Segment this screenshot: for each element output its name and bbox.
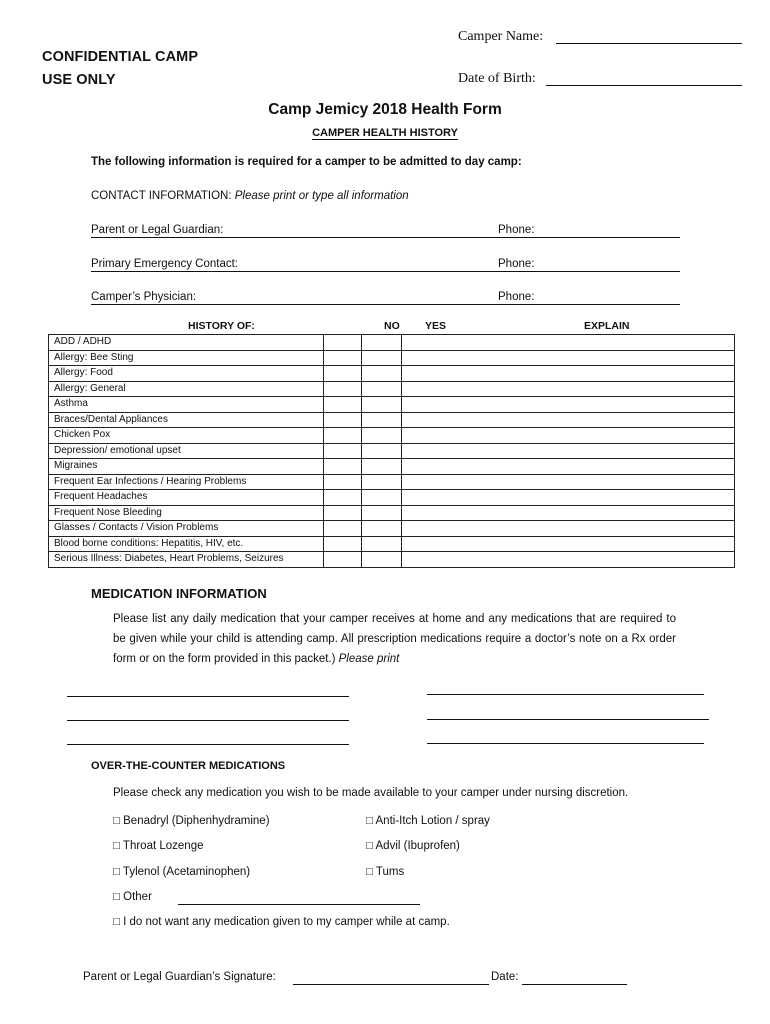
- no-cell[interactable]: [324, 490, 362, 506]
- signature-label: Parent or Legal Guardian’s Signature:: [83, 971, 276, 983]
- no-cell[interactable]: [324, 552, 362, 568]
- medication-line-6[interactable]: [427, 743, 704, 744]
- explain-cell[interactable]: [402, 474, 735, 490]
- health-history-table: [48, 334, 735, 568]
- option-benadryl[interactable]: □ Benadryl (Diphenhydramine): [113, 815, 270, 827]
- table-row: [49, 459, 735, 475]
- option-throat-lozenge[interactable]: □ Throat Lozenge: [113, 840, 204, 852]
- condition-label: ADD / ADHD: [49, 335, 324, 351]
- yes-cell[interactable]: [362, 350, 402, 366]
- emergency-contact-field[interactable]: [91, 271, 498, 272]
- physician-label: Camper’s Physician:: [91, 291, 197, 303]
- medication-line-3[interactable]: [67, 744, 349, 745]
- emergency-phone-field[interactable]: [498, 271, 680, 272]
- condition-label: Chicken Pox: [49, 428, 324, 444]
- guardian-phone-label: Phone:: [498, 224, 535, 236]
- explain-cell[interactable]: [402, 381, 735, 397]
- condition-label: Allergy: General: [49, 381, 324, 397]
- no-cell[interactable]: [324, 381, 362, 397]
- table-row: [49, 443, 735, 459]
- option-no-medication[interactable]: □ I do not want any medication given to my camper while at camp.: [113, 916, 450, 928]
- dob-label: Date of Birth:: [458, 71, 536, 86]
- option-anti-itch[interactable]: □ Anti-Itch Lotion / spray: [366, 815, 490, 827]
- condition-label: Migraines: [49, 459, 324, 475]
- option-other[interactable]: □ Other: [113, 891, 152, 903]
- option-tums[interactable]: □ Tums: [366, 866, 405, 878]
- explain-cell[interactable]: [402, 428, 735, 444]
- condition-label: Frequent Headaches: [49, 490, 324, 506]
- no-cell[interactable]: [324, 335, 362, 351]
- dob-field[interactable]: [546, 85, 742, 86]
- yes-cell[interactable]: [362, 490, 402, 506]
- explain-cell[interactable]: [402, 335, 735, 351]
- yes-header: YES: [425, 320, 447, 332]
- condition-label: Allergy: Food: [49, 366, 324, 382]
- physician-phone-field[interactable]: [498, 304, 680, 305]
- physician-phone-label: Phone:: [498, 291, 535, 303]
- condition-label: Braces/Dental Appliances: [49, 412, 324, 428]
- confidential-label: CONFIDENTIAL CAMP: [42, 49, 199, 65]
- other-medication-field[interactable]: [178, 904, 420, 905]
- yes-cell[interactable]: [362, 335, 402, 351]
- camper-name-field[interactable]: [556, 43, 742, 44]
- condition-label: Serious Illness: Diabetes, Heart Problems, Seizures: [49, 552, 324, 568]
- yes-cell[interactable]: [362, 428, 402, 444]
- condition-label: Depression/ emotional upset: [49, 443, 324, 459]
- option-tylenol[interactable]: □ Tylenol (Acetaminophen): [113, 866, 251, 878]
- explain-cell[interactable]: [402, 536, 735, 552]
- no-cell[interactable]: [324, 521, 362, 537]
- no-cell[interactable]: [324, 474, 362, 490]
- medication-line-4[interactable]: [427, 694, 704, 695]
- condition-label: Asthma: [49, 397, 324, 413]
- no-cell[interactable]: [324, 505, 362, 521]
- table-row: [49, 412, 735, 428]
- explain-cell[interactable]: [402, 552, 735, 568]
- yes-cell[interactable]: [362, 536, 402, 552]
- table-row: [49, 366, 735, 382]
- explain-cell[interactable]: [402, 350, 735, 366]
- yes-cell[interactable]: [362, 459, 402, 475]
- no-cell[interactable]: [324, 443, 362, 459]
- yes-cell[interactable]: [362, 505, 402, 521]
- contact-label: CONTACT INFORMATION:: [91, 190, 232, 202]
- explain-header: EXPLAIN: [584, 320, 630, 332]
- table-row: [49, 397, 735, 413]
- no-header: NO: [384, 320, 400, 332]
- medication-line-1[interactable]: [67, 696, 349, 697]
- intro-text: The following information is required for a camper to be admitted to day camp:: [91, 156, 522, 168]
- guardian-phone-field[interactable]: [498, 237, 680, 238]
- condition-label: Frequent Ear Infections / Hearing Problems: [49, 474, 324, 490]
- yes-cell[interactable]: [362, 552, 402, 568]
- yes-cell[interactable]: [362, 443, 402, 459]
- table-row: [49, 381, 735, 397]
- medication-line-5[interactable]: [427, 719, 709, 720]
- contact-info-heading: [91, 190, 409, 202]
- guardian-field[interactable]: [91, 237, 498, 238]
- table-row: [49, 536, 735, 552]
- use-only-label: USE ONLY: [42, 72, 116, 88]
- explain-cell[interactable]: [402, 490, 735, 506]
- signature-field[interactable]: [293, 984, 489, 985]
- yes-cell[interactable]: [362, 521, 402, 537]
- otc-heading: OVER-THE-COUNTER MEDICATIONS: [91, 760, 286, 772]
- form-subtitle: [0, 127, 770, 139]
- explain-cell[interactable]: [402, 412, 735, 428]
- physician-field[interactable]: [91, 304, 498, 305]
- no-cell[interactable]: [324, 412, 362, 428]
- no-cell[interactable]: [324, 397, 362, 413]
- subtitle-text: CAMPER HEALTH HISTORY: [312, 127, 458, 139]
- camper-name-label: Camper Name:: [458, 29, 544, 44]
- explain-cell[interactable]: [402, 366, 735, 382]
- yes-cell[interactable]: [362, 474, 402, 490]
- date-label: Date:: [491, 971, 519, 983]
- option-advil[interactable]: □ Advil (Ibuprofen): [366, 840, 460, 852]
- table-row: [49, 490, 735, 506]
- explain-cell[interactable]: [402, 443, 735, 459]
- table-row: [49, 505, 735, 521]
- no-cell[interactable]: [324, 350, 362, 366]
- medication-text: Please list any daily medication that your camper receives at home and any medications that are required to be given while your child is attending camp. All prescription medications require a doctor’s note on a Rx order form or on the form provided in this packet.): [113, 613, 676, 665]
- no-cell[interactable]: [324, 428, 362, 444]
- no-cell[interactable]: [324, 366, 362, 382]
- medication-line-2[interactable]: [67, 720, 349, 721]
- condition-label: Allergy: Bee Sting: [49, 350, 324, 366]
- emergency-phone-label: Phone:: [498, 258, 535, 270]
- explain-cell[interactable]: [402, 459, 735, 475]
- no-cell[interactable]: [324, 536, 362, 552]
- form-title: Camp Jemicy 2018 Health Form: [268, 101, 502, 118]
- please-print-note: Please print: [338, 653, 400, 665]
- table-row: [49, 350, 735, 366]
- no-cell[interactable]: [324, 459, 362, 475]
- yes-cell[interactable]: [362, 412, 402, 428]
- otc-intro: Please check any medication you wish to be made available to your camper under nursing discretion.: [113, 787, 629, 799]
- date-field[interactable]: [522, 984, 627, 985]
- explain-cell[interactable]: [402, 521, 735, 537]
- medication-paragraph: [113, 609, 676, 669]
- yes-cell[interactable]: [362, 366, 402, 382]
- emergency-contact-label: Primary Emergency Contact:: [91, 258, 238, 270]
- condition-label: Blood borne conditions: Hepatitis, HIV, etc.: [49, 536, 324, 552]
- table-row: [49, 474, 735, 490]
- table-row: [49, 552, 735, 568]
- table-row: [49, 335, 735, 351]
- table-row: [49, 521, 735, 537]
- yes-cell[interactable]: [362, 397, 402, 413]
- table-row: [49, 428, 735, 444]
- guardian-label: Parent or Legal Guardian:: [91, 224, 224, 236]
- condition-label: Frequent Nose Bleeding: [49, 505, 324, 521]
- medication-heading: MEDICATION INFORMATION: [91, 586, 267, 601]
- explain-cell[interactable]: [402, 505, 735, 521]
- history-header: HISTORY OF:: [188, 320, 255, 332]
- yes-cell[interactable]: [362, 381, 402, 397]
- explain-cell[interactable]: [402, 397, 735, 413]
- condition-label: Glasses / Contacts / Vision Problems: [49, 521, 324, 537]
- contact-instruction: Please print or type all information: [234, 190, 409, 202]
